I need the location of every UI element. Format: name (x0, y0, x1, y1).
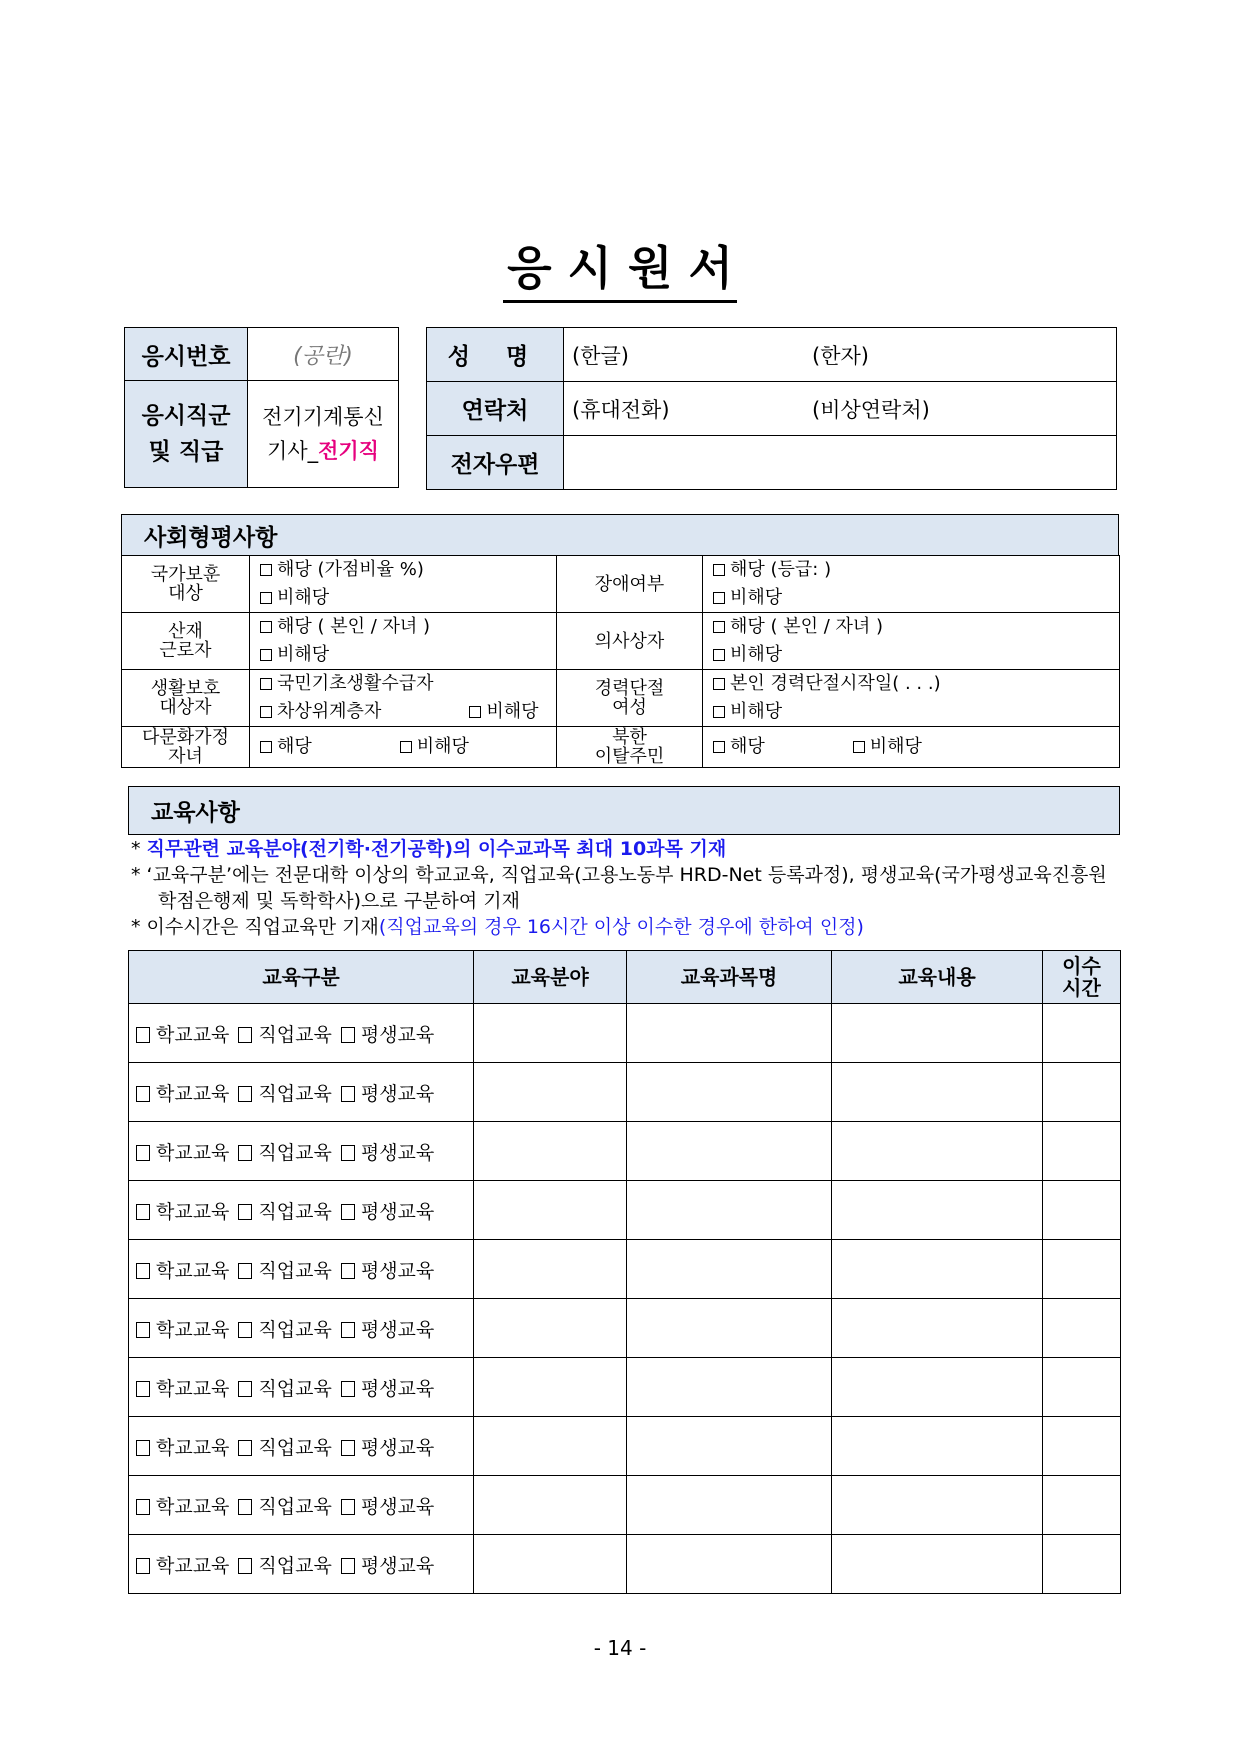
education-type-cell (129, 1181, 474, 1240)
content-cell[interactable] (832, 1358, 1043, 1417)
checkbox-option[interactable] (260, 736, 312, 757)
education-type-label: 학교교육 (156, 1554, 230, 1577)
education-type-option[interactable] (235, 1319, 331, 1341)
education-type-label: 학교교육 (156, 1141, 230, 1164)
hours-cell[interactable] (1043, 1535, 1121, 1594)
checkbox-icon[interactable] (136, 1499, 150, 1515)
education-type-option[interactable] (338, 1437, 434, 1459)
education-type-cell (129, 1004, 474, 1063)
checkbox-icon[interactable] (713, 564, 725, 576)
checkbox-option[interactable] (713, 644, 782, 665)
checkbox-icon[interactable] (260, 592, 272, 604)
checkbox-option[interactable] (469, 701, 538, 722)
category-label-line: 대상자 (159, 697, 212, 718)
course-cell[interactable] (627, 1181, 832, 1240)
checkbox-icon[interactable] (341, 1086, 355, 1102)
checkbox-icon[interactable] (341, 1322, 355, 1338)
social-row (122, 670, 1120, 727)
education-type-label: 학교교육 (156, 1495, 230, 1518)
checkbox-icon[interactable] (136, 1558, 150, 1574)
left-options (250, 670, 557, 727)
education-row (129, 1476, 1121, 1535)
education-type-option[interactable] (235, 1260, 331, 1282)
education-type-option[interactable] (133, 1201, 229, 1223)
left-options (250, 556, 557, 613)
option-line (260, 584, 556, 612)
checkbox-icon[interactable] (238, 1322, 252, 1338)
option-line (713, 733, 1119, 761)
checkbox-option[interactable] (713, 673, 941, 694)
checkbox-option[interactable] (853, 736, 922, 757)
checkbox-icon[interactable] (853, 741, 865, 753)
education-row (129, 1535, 1121, 1594)
right-category-label (557, 556, 703, 613)
education-type-option[interactable] (235, 1142, 331, 1164)
hours-cell[interactable] (1043, 1181, 1121, 1240)
field-cell[interactable] (474, 1299, 627, 1358)
checkbox-option[interactable] (713, 587, 782, 608)
col-course: 교육과목명 (627, 951, 832, 1004)
education-type-option[interactable] (338, 1378, 434, 1400)
option-line (260, 556, 556, 584)
education-type-label: 평생교육 (360, 1259, 435, 1282)
note-1-text: 직무관련 교육분야(전기학·전기공학)의 이수교과목 최대 10과목 기재 (146, 838, 727, 860)
education-type-option[interactable] (338, 1024, 434, 1046)
education-row (129, 1004, 1121, 1063)
exam-number-field[interactable]: (공란) (248, 328, 399, 381)
hours-cell[interactable] (1043, 1240, 1121, 1299)
note-2-line2: 학점은행제 및 독학학사)으로 구분하여 기재 (158, 890, 520, 912)
checkbox-icon[interactable] (341, 1440, 355, 1456)
option-line (260, 670, 556, 698)
education-type-label: 학교교육 (156, 1082, 230, 1105)
job-value-prefix: 기사_ (267, 439, 319, 463)
contact-field[interactable] (564, 382, 1117, 436)
education-type-label: 직업교육 (258, 1259, 332, 1282)
social-row (122, 556, 1120, 613)
checkbox-option[interactable] (400, 736, 469, 757)
checkbox-icon[interactable] (136, 1322, 150, 1338)
education-type-label: 평생교육 (360, 1318, 435, 1341)
contact-mobile: (휴대전화) (572, 397, 670, 422)
checkbox-option[interactable] (713, 559, 831, 580)
category-label-line: 북한 (612, 727, 647, 748)
education-type-option[interactable] (133, 1024, 229, 1046)
education-type-label: 직업교육 (258, 1495, 332, 1518)
option-line (713, 641, 1119, 669)
checkbox-icon[interactable] (238, 1440, 252, 1456)
course-cell[interactable] (627, 1299, 832, 1358)
hours-cell[interactable] (1043, 1358, 1121, 1417)
education-row (129, 1358, 1121, 1417)
field-cell[interactable] (474, 1476, 627, 1535)
col-hours (1043, 951, 1121, 1004)
education-type-option[interactable] (235, 1083, 331, 1105)
social-equity-header (121, 514, 1119, 556)
checkbox-icon[interactable] (713, 649, 725, 661)
note-2-line1: * ‘교육구분’에는 전문대학 이상의 학교교육, 직업교육(고용노동부 HRD-Net 등록과정), 평생교육(국가평생교육진흥원 (131, 864, 1107, 886)
document-title (0, 232, 1240, 303)
name-korean: (한글) (572, 343, 629, 368)
hours-cell[interactable] (1043, 1417, 1121, 1476)
education-type-option[interactable] (338, 1142, 434, 1164)
education-type-cell (129, 1063, 474, 1122)
education-type-option[interactable] (133, 1319, 229, 1341)
education-type-option[interactable] (133, 1083, 229, 1105)
title-text: 응 시 원 서 (503, 232, 737, 303)
checkbox-option[interactable] (260, 644, 329, 665)
education-type-option[interactable] (133, 1437, 229, 1459)
option-line (260, 641, 556, 669)
education-type-label: 직업교육 (258, 1554, 332, 1577)
education-type-option[interactable] (133, 1260, 229, 1282)
education-type-cell (129, 1299, 474, 1358)
job-label-line2: 및 직급 (148, 439, 224, 465)
field-cell[interactable] (474, 1181, 627, 1240)
col-hours-line1: 이수 (1062, 954, 1101, 978)
checkbox-icon[interactable] (136, 1027, 150, 1043)
hours-cell[interactable] (1043, 1476, 1121, 1535)
checkbox-label: 비해당 (277, 644, 330, 665)
category-label-line: 산재 (168, 621, 203, 642)
content-cell[interactable] (832, 1063, 1043, 1122)
hours-cell[interactable] (1043, 1063, 1121, 1122)
content-cell[interactable] (832, 1476, 1043, 1535)
education-type-cell (129, 1476, 474, 1535)
category-label-line: 자녀 (168, 746, 203, 767)
left-category-label (122, 556, 250, 613)
checkbox-icon[interactable] (713, 592, 725, 604)
checkbox-label: 본인 경력단절시작일( . . .) (730, 673, 941, 694)
checkbox-icon[interactable] (238, 1027, 252, 1043)
education-type-label: 직업교육 (258, 1141, 332, 1164)
course-cell[interactable] (627, 1004, 832, 1063)
job-value (248, 381, 399, 488)
left-options (250, 727, 557, 768)
checkbox-label: 비해당 (730, 644, 783, 665)
checkbox-option[interactable] (713, 701, 782, 722)
education-type-label: 직업교육 (258, 1436, 332, 1459)
checkbox-icon[interactable] (260, 741, 272, 753)
option-line (713, 584, 1119, 612)
personal-info-table (426, 327, 1117, 490)
checkbox-label: 비해당 (869, 736, 922, 757)
right-options (703, 556, 1120, 613)
education-type-label: 평생교육 (360, 1141, 435, 1164)
checkbox-icon[interactable] (341, 1558, 355, 1574)
field-cell[interactable] (474, 1063, 627, 1122)
education-title: 교육사항 (151, 800, 240, 826)
education-type-option[interactable] (338, 1260, 434, 1282)
education-type-cell (129, 1535, 474, 1594)
checkbox-icon[interactable] (400, 741, 412, 753)
checkbox-option[interactable] (260, 616, 430, 637)
right-options (703, 727, 1120, 768)
education-type-cell (129, 1417, 474, 1476)
checkbox-option[interactable] (260, 587, 329, 608)
checkbox-icon[interactable] (341, 1381, 355, 1397)
education-type-label: 직업교육 (258, 1377, 332, 1400)
checkbox-icon[interactable] (713, 678, 725, 690)
checkbox-label: 해당 (730, 736, 765, 757)
contact-emergency: (비상연락처) (812, 397, 930, 422)
category-label-line: 다문화가정 (142, 727, 229, 748)
job-value-highlight: 전기직 (318, 439, 379, 463)
education-type-option[interactable] (338, 1496, 434, 1518)
checkbox-icon[interactable] (260, 706, 272, 718)
left-category-label (122, 727, 250, 768)
hours-cell[interactable] (1043, 1122, 1121, 1181)
checkbox-label: 비해당 (730, 587, 783, 608)
category-label-line: 경력단절 (594, 678, 665, 699)
category-label-line: 이탈주민 (594, 746, 665, 767)
education-row (129, 1299, 1121, 1358)
social-row (122, 613, 1120, 670)
education-type-label: 직업교육 (258, 1200, 332, 1223)
education-type-option[interactable] (235, 1555, 331, 1577)
option-line (713, 670, 1119, 698)
checkbox-icon[interactable] (136, 1381, 150, 1397)
education-type-label: 직업교육 (258, 1318, 332, 1341)
education-type-option[interactable] (133, 1496, 229, 1518)
education-type-label: 직업교육 (258, 1023, 332, 1046)
checkbox-option[interactable] (713, 736, 765, 757)
course-cell[interactable] (627, 1240, 832, 1299)
checkbox-icon[interactable] (136, 1145, 150, 1161)
education-row (129, 1240, 1121, 1299)
exam-number-label: 응시번호 (125, 328, 248, 381)
education-type-label: 평생교육 (360, 1436, 435, 1459)
education-type-option[interactable] (235, 1496, 331, 1518)
checkbox-label: 해당 (277, 736, 312, 757)
course-cell[interactable] (627, 1417, 832, 1476)
option-line (260, 613, 556, 641)
email-label: 전자우편 (427, 436, 564, 490)
exam-info-table (124, 327, 399, 488)
note-3 (131, 914, 864, 940)
field-cell[interactable] (474, 1122, 627, 1181)
checkbox-icon[interactable] (260, 621, 272, 633)
content-cell[interactable] (832, 1535, 1043, 1594)
category-label-line: 여성 (612, 697, 647, 718)
education-type-label: 학교교육 (156, 1377, 230, 1400)
education-type-option[interactable] (235, 1378, 331, 1400)
education-type-label: 학교교육 (156, 1436, 230, 1459)
field-cell[interactable] (474, 1004, 627, 1063)
category-label-line: 의사상자 (594, 630, 665, 652)
education-type-option[interactable] (338, 1201, 434, 1223)
content-cell[interactable] (832, 1004, 1043, 1063)
checkbox-icon[interactable] (260, 678, 272, 690)
checkbox-label: 해당 (가점비율 %) (277, 559, 424, 580)
col-type: 교육구분 (129, 951, 474, 1004)
course-cell[interactable] (627, 1063, 832, 1122)
category-label-line: 근로자 (159, 640, 212, 661)
education-row (129, 1181, 1121, 1240)
checkbox-icon[interactable] (136, 1204, 150, 1220)
social-equity-title: 사회형평사항 (144, 524, 278, 551)
checkbox-icon[interactable] (260, 649, 272, 661)
option-line (260, 698, 556, 726)
social-row (122, 727, 1120, 768)
education-type-option[interactable] (235, 1024, 331, 1046)
education-type-option[interactable] (235, 1201, 331, 1223)
education-type-label: 평생교육 (360, 1082, 435, 1105)
col-field: 교육분야 (474, 951, 627, 1004)
education-type-label: 평생교육 (360, 1200, 435, 1223)
course-cell[interactable] (627, 1358, 832, 1417)
right-category-label (557, 670, 703, 727)
note-3-blue: (직업교육의 경우 16시간 이상 이수한 경우에 한하여 인정) (378, 916, 864, 938)
note-1-bullet: * (131, 838, 147, 860)
education-type-label: 학교교육 (156, 1318, 230, 1341)
checkbox-option[interactable] (260, 701, 381, 722)
checkbox-icon[interactable] (713, 621, 725, 633)
checkbox-option[interactable] (260, 559, 424, 580)
checkbox-icon[interactable] (238, 1086, 252, 1102)
field-cell[interactable] (474, 1535, 627, 1594)
education-type-option[interactable] (338, 1319, 434, 1341)
education-type-option[interactable] (133, 1378, 229, 1400)
field-cell[interactable] (474, 1417, 627, 1476)
right-options (703, 613, 1120, 670)
hours-cell[interactable] (1043, 1299, 1121, 1358)
job-label (125, 381, 248, 488)
education-header-row (129, 951, 1121, 1004)
checkbox-icon[interactable] (341, 1499, 355, 1515)
checkbox-icon[interactable] (238, 1381, 252, 1397)
job-value-line1: 전기기계통신 (262, 405, 384, 429)
education-type-label: 평생교육 (360, 1023, 435, 1046)
content-cell[interactable] (832, 1417, 1043, 1476)
contact-label: 연락처 (427, 382, 564, 436)
education-type-label: 학교교육 (156, 1023, 230, 1046)
checkbox-icon[interactable] (238, 1263, 252, 1279)
option-line (713, 556, 1119, 584)
note-3-text: * 이수시간은 직업교육만 기재 (131, 916, 379, 938)
checkbox-option[interactable] (260, 673, 434, 694)
education-table (128, 950, 1121, 1594)
option-line (713, 698, 1119, 726)
job-label-line1: 응시직군 (141, 403, 231, 429)
checkbox-icon[interactable] (136, 1440, 150, 1456)
category-label-line: 국가보훈 (150, 564, 221, 585)
checkbox-option[interactable] (713, 616, 883, 637)
education-type-label: 학교교육 (156, 1200, 230, 1223)
checkbox-icon[interactable] (136, 1263, 150, 1279)
checkbox-icon[interactable] (238, 1204, 252, 1220)
checkbox-icon[interactable] (713, 706, 725, 718)
right-category-label (557, 613, 703, 670)
education-type-option[interactable] (235, 1437, 331, 1459)
education-type-option[interactable] (338, 1555, 434, 1577)
education-type-label: 평생교육 (360, 1495, 435, 1518)
checkbox-label: 차상위계층자 (277, 701, 382, 722)
checkbox-icon[interactable] (238, 1145, 252, 1161)
email-field[interactable] (564, 436, 1117, 490)
checkbox-label: 해당 ( 본인 / 자녀 ) (277, 616, 431, 637)
social-equity-table (121, 555, 1120, 768)
option-line (260, 733, 556, 761)
education-type-cell (129, 1240, 474, 1299)
checkbox-label: 비해당 (416, 736, 469, 757)
education-row (129, 1417, 1121, 1476)
col-content: 교육내용 (832, 951, 1043, 1004)
hours-cell[interactable] (1043, 1004, 1121, 1063)
education-type-cell (129, 1358, 474, 1417)
checkbox-icon[interactable] (469, 706, 481, 718)
content-cell[interactable] (832, 1181, 1043, 1240)
education-type-option[interactable] (338, 1083, 434, 1105)
education-type-label: 평생교육 (360, 1377, 435, 1400)
right-options (703, 670, 1120, 727)
education-type-label: 직업교육 (258, 1082, 332, 1105)
course-cell[interactable] (627, 1476, 832, 1535)
course-cell[interactable] (627, 1535, 832, 1594)
checkbox-icon[interactable] (238, 1499, 252, 1515)
checkbox-icon[interactable] (238, 1558, 252, 1574)
checkbox-icon[interactable] (341, 1027, 355, 1043)
category-label-line: 생활보호 (150, 678, 221, 699)
field-cell[interactable] (474, 1358, 627, 1417)
content-cell[interactable] (832, 1299, 1043, 1358)
name-label: 성 명 (427, 328, 564, 382)
education-type-cell (129, 1122, 474, 1181)
job-value-line2 (248, 434, 398, 468)
checkbox-icon[interactable] (341, 1145, 355, 1161)
checkbox-icon[interactable] (341, 1204, 355, 1220)
category-label-line: 장애여부 (594, 573, 665, 595)
option-line (713, 613, 1119, 641)
left-category-label (122, 670, 250, 727)
education-type-option[interactable] (133, 1142, 229, 1164)
education-row (129, 1122, 1121, 1181)
page-number: - 14 - (593, 1636, 647, 1660)
checkbox-icon[interactable] (341, 1263, 355, 1279)
checkbox-label: 비해당 (486, 701, 539, 722)
content-cell[interactable] (832, 1122, 1043, 1181)
education-type-option[interactable] (133, 1555, 229, 1577)
checkbox-label: 비해당 (277, 587, 330, 608)
category-label-line: 대상 (168, 583, 203, 604)
course-cell[interactable] (627, 1122, 832, 1181)
education-header (128, 786, 1120, 835)
right-category-label (557, 727, 703, 768)
education-type-label: 평생교육 (360, 1554, 435, 1577)
left-options (250, 613, 557, 670)
checkbox-icon[interactable] (136, 1086, 150, 1102)
left-category-label (122, 613, 250, 670)
checkbox-label: 비해당 (730, 701, 783, 722)
name-hanja: (한자) (812, 343, 869, 368)
checkbox-label: 해당 (등급: ) (730, 559, 832, 580)
checkbox-label: 해당 ( 본인 / 자녀 ) (730, 616, 884, 637)
field-cell[interactable] (474, 1240, 627, 1299)
education-type-label: 학교교육 (156, 1259, 230, 1282)
content-cell[interactable] (832, 1240, 1043, 1299)
col-hours-line2: 시간 (1062, 976, 1101, 1000)
education-row (129, 1063, 1121, 1122)
checkbox-label: 국민기초생활수급자 (277, 673, 434, 694)
name-field[interactable] (564, 328, 1117, 382)
note-1 (131, 836, 726, 862)
checkbox-icon[interactable] (713, 741, 725, 753)
checkbox-icon[interactable] (260, 564, 272, 576)
